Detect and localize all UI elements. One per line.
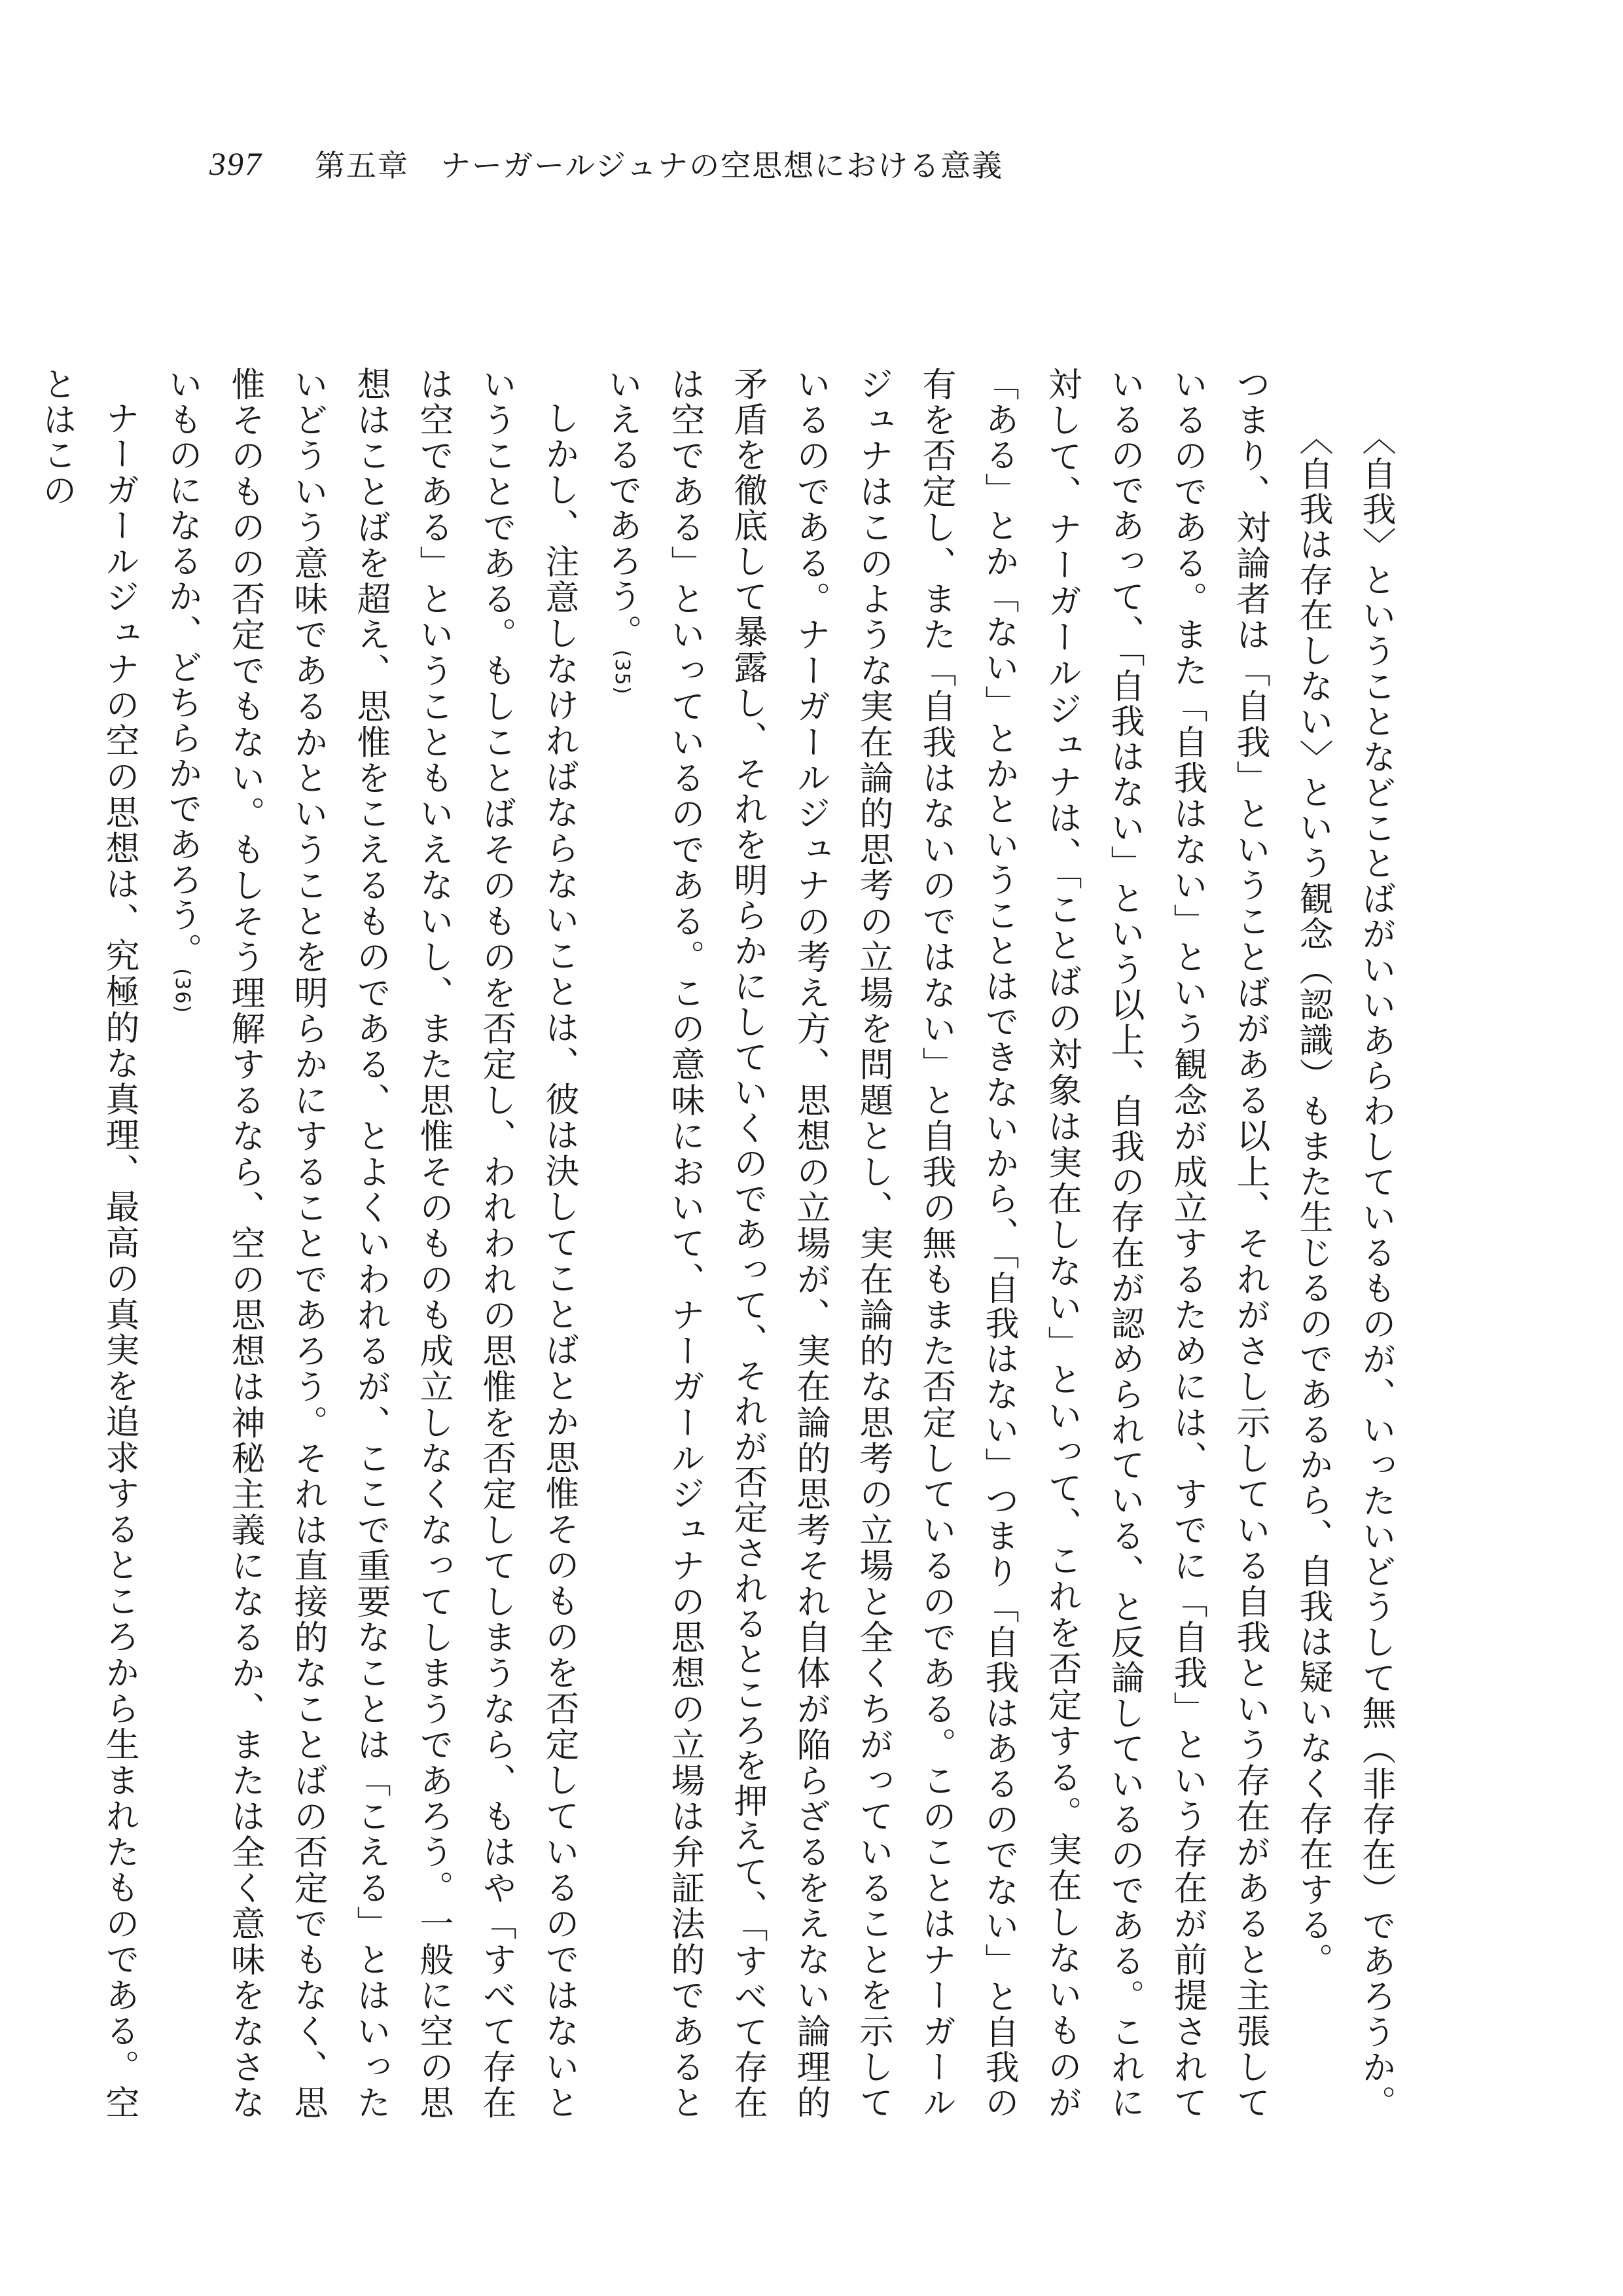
- running-header: [209, 134, 1003, 193]
- paragraph-conclusion-text: ナーガールジュナの空の思想は、究極的な真理、最高の真実を追求するところから生まれたものである。空とはこの: [37, 367, 139, 2121]
- page-number: 397: [209, 145, 262, 182]
- note-reference-36: (36): [171, 968, 194, 1014]
- chapter-title: 第五章 ナーガールジュナの空思想における意義: [315, 148, 1004, 183]
- paragraph-caution: [151, 367, 590, 2121]
- paragraph-refutation-text: つまり、対論者は「自我」ということばがある以上、それがさし示している自我という存在があると主張しているのである。また「自我はない」という観念が成立するためには、すでに「自我」という存在が前提されているのであって、「自我はない」という以上、自我の存在が認められている、と反論しているのである。これに対して、ナーガールジュナは、「ことばの対象は実在しない」といって、これを否定する。実在しないものが「ある」とか「ない」とかということはできないから、「自我はない」つまり「自我はあるのでない」と自我の有を否定し、また「自我はないのではない」と自我の無もまた否定しているのである。このことはナーガールジュナはこのような実在論的思考の立場を問題とし、実在論的な思考の立場と全くちがっていることを示しているのである。ナーガールジュナの考え方、思想の立場が、実在論的思考それ自体が陥らざるをえない論理的矛盾を徹底して暴露し、それを明らかにしていくのであって、それが否定されるところを押えて、「すべて存在は空である」といっているのである。この意味において、ナーガールジュナの思想の立場は弁証法的であるといえるであろう。: [602, 367, 1270, 2121]
- paragraph-refutation: [590, 367, 1281, 2121]
- quotation-text: 〈自我〉ということなどことばがいいあらわしているものが、いったいどうして無（非存在）であろうか。〈自我は存在しない〉という観念（認識）もまた生じるのであるから、自我は疑いなく存在する。: [1293, 421, 1395, 2121]
- quotation-paragraph: [1281, 421, 1407, 2121]
- paragraph-conclusion: [25, 367, 151, 2121]
- paragraph-caution-text: しかし、注意しなければならないことは、彼は決してことばとか思惟そのものを否定しているのではないということである。もしことばそのものを否定し、われわれの思惟を否定してしまうなら、もはや「すべて存在は空である」ということもいえないし、また思惟そのものも成立しなくなってしまうであろう。一般に空の思想はことばを超え、思惟をこえるものである、とよくいわれるが、ここで重要なことは「こえる」とはいったいどういう意味であるかということを明らかにすることであろう。それは直接的なことばの否定でもなく、思惟そのものの否定でもない。もしそう理解するなら、空の思想は神秘主義になるか、または全く意味をなさないものになるか、どちらかであろう。: [162, 367, 579, 2121]
- body-text: [37, 367, 1407, 2121]
- note-reference-35: (35): [611, 649, 633, 696]
